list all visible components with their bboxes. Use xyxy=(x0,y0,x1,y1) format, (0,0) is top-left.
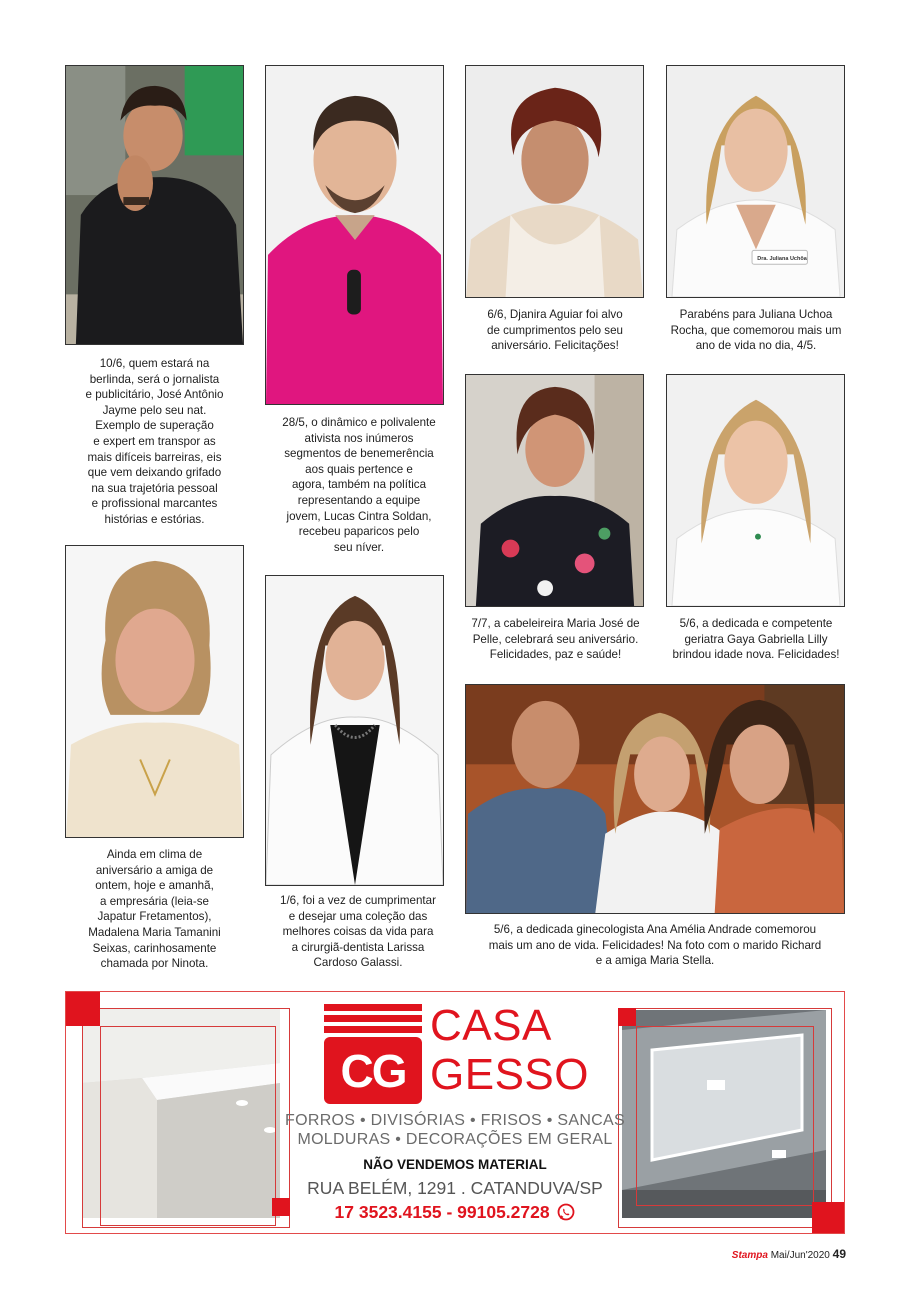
caption-line: geriatra Gaya Gabriella Lilly xyxy=(684,632,828,646)
services-line2: MOLDURAS • DECORAÇÕES EM GERAL xyxy=(297,1131,613,1148)
caption-line: ontem, hoje e amanhã, xyxy=(95,879,214,893)
caption-line: histórias e estórias. xyxy=(104,512,205,526)
caption-line: Felicidades, paz e saúde! xyxy=(489,648,622,662)
photo-ana-amelia-andrade-group xyxy=(465,684,845,914)
brand-name xyxy=(430,1001,589,1099)
caption-line: e profissional marcantes xyxy=(91,497,218,511)
caption-lucas-cintra-soldan xyxy=(265,415,453,555)
caption-line: 10/6, quem estará na xyxy=(99,357,210,370)
caption-line: e publicitário, José Antônio xyxy=(85,388,224,402)
caption-line: mais um ano de vida. Felicidades! Na foto com o marido Richard xyxy=(488,938,822,952)
caption-jose-antonio-jayme xyxy=(65,356,244,528)
caption-line: 7/7, a cabeleireira Maria José de xyxy=(471,617,640,630)
whatsapp-icon xyxy=(557,1203,575,1226)
caption-gaya-gabriella-lilly xyxy=(660,616,852,663)
caption-line: 5/6, a dedicada ginecologista Ana Amélia Andrade comemorou xyxy=(493,923,817,936)
phone-numbers-text: 17 3523.4155 - 99105.2728 xyxy=(334,1202,550,1222)
brand-name-line1: CASA xyxy=(430,1001,552,1050)
caption-ana-amelia-andrade xyxy=(465,922,845,969)
caption-line: Madalena Maria Tamanini xyxy=(88,925,221,939)
logo-initials: CG xyxy=(340,1045,406,1097)
caption-line: Exemplo de superação xyxy=(95,419,214,433)
issue-date: Mai/Jun'2020 xyxy=(770,1250,830,1261)
caption-line: Ainda em clima de xyxy=(106,848,203,861)
photo-jose-antonio-jayme xyxy=(65,65,244,345)
caption-line: e desejar uma coleção das xyxy=(288,909,428,923)
caption-larissa-cardoso-galassi xyxy=(265,893,451,971)
caption-line: jovem, Lucas Cintra Soldan, xyxy=(286,509,432,523)
caption-djanira-aguiar xyxy=(460,307,650,354)
casa-gesso-advertisement xyxy=(65,991,845,1234)
caption-line: 28/5, o dinâmico e polivalente xyxy=(282,416,436,429)
photo-larissa-cardoso-galassi xyxy=(265,575,444,886)
caption-line: a cirurgiã-dentista Larissa xyxy=(291,940,425,954)
services-line1: FORROS • DIVISÓRIAS • FRISOS • SANCAS xyxy=(285,1112,625,1129)
caption-juliana-uchoa-rocha xyxy=(658,307,854,354)
caption-line: que vem deixando grifado xyxy=(87,466,222,480)
caption-line: 6/6, Djanira Aguiar foi alvo xyxy=(487,308,623,321)
caption-line: Rocha, que comemorou mais um xyxy=(670,323,842,337)
caption-line: mais difíceis barreiras, eis xyxy=(87,450,222,464)
phone-numbers xyxy=(66,1202,844,1226)
photo-juliana-uchoa-rocha xyxy=(666,65,845,298)
caption-line: aniversário. Felicitações! xyxy=(491,339,619,353)
caption-madalena-tamanini-seixas xyxy=(65,847,244,972)
caption-line: recebeu paparicos pelo xyxy=(298,525,420,539)
caption-line: 5/6, a dedicada e competente xyxy=(679,617,833,630)
page-number: 49 xyxy=(832,1247,846,1261)
caption-line: aos quais pertence e xyxy=(305,462,413,476)
brand-name-line2: GESSO xyxy=(430,1050,589,1099)
store-address: RUA BELÉM, 1291 . CATANDUVA/SP xyxy=(307,1178,603,1198)
ad-red-square-top-right xyxy=(618,1008,636,1026)
caption-line: melhores coisas da vida para xyxy=(282,925,434,939)
caption-line: na sua trajetória pessoal xyxy=(91,481,218,495)
photo-gaya-gabriella-lilly xyxy=(666,374,845,607)
caption-line: de cumprimentos pelo seu xyxy=(487,323,623,337)
caption-line: chamada por Ninota. xyxy=(100,957,209,971)
page-footer xyxy=(732,1247,846,1261)
photo-lucas-cintra-soldan xyxy=(265,65,444,405)
magazine-name: Stampa xyxy=(731,1250,768,1261)
caption-line: berlinda, será o jornalista xyxy=(89,372,220,386)
caption-line: segmentos de benemerência xyxy=(284,447,434,461)
coat-name-badge: Dra. Juliana Uchôa xyxy=(757,256,807,262)
caption-line: aniversário a amiga de xyxy=(95,863,214,877)
caption-line: e a amiga Maria Stella. xyxy=(595,954,715,968)
caption-line: Jayme pelo seu nat. xyxy=(102,403,207,417)
caption-line: ano de vida no dia, 4/5. xyxy=(695,339,817,353)
caption-line: representando a equipe xyxy=(297,493,421,507)
caption-line: a empresária (leia-se xyxy=(100,894,209,908)
photo-madalena-tamanini-seixas xyxy=(65,545,244,838)
caption-line: Pelle, celebrará seu aniversário. xyxy=(472,632,639,646)
caption-line: brindou idade nova. Felicidades! xyxy=(672,648,840,662)
caption-line: Cardoso Galassi. xyxy=(313,956,403,970)
caption-line: Seixas, carinhosamente xyxy=(92,941,217,955)
caption-line: agora, também na política xyxy=(291,478,427,492)
caption-maria-jose-de-pelle xyxy=(458,616,653,663)
caption-line: seu níver. xyxy=(333,540,385,554)
caption-line: 1/6, foi a vez de cumprimentar xyxy=(280,894,436,907)
photo-djanira-aguiar xyxy=(465,65,644,298)
ad-red-square-top-left xyxy=(66,992,100,1026)
no-material-notice: NÃO VENDEMOS MATERIAL xyxy=(363,1157,547,1172)
photo-maria-jose-de-pelle xyxy=(465,374,644,607)
caption-line: Japatur Fretamentos), xyxy=(97,910,212,924)
caption-line: ativista nos inúmeros xyxy=(304,431,414,445)
casa-gesso-logo xyxy=(324,1004,422,1104)
caption-line: e expert em transpor as xyxy=(93,434,216,448)
caption-line: Parabéns para Juliana Uchoa xyxy=(679,308,833,321)
